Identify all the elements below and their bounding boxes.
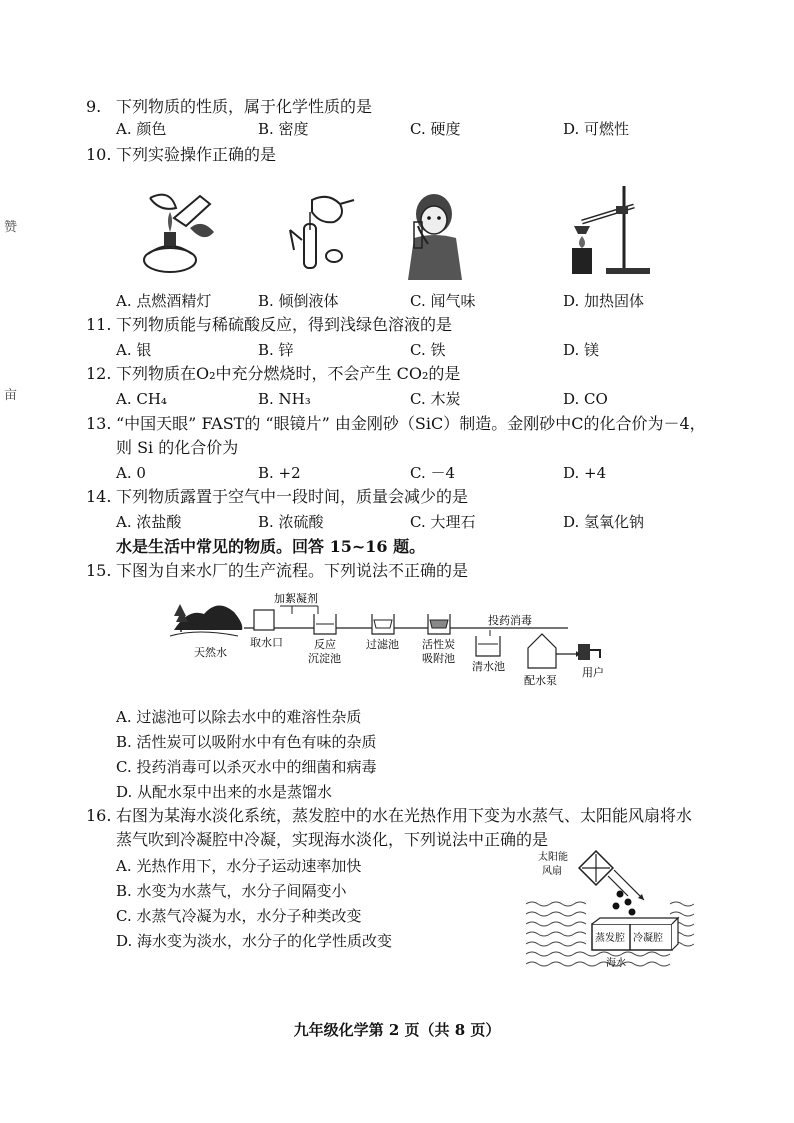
- q15-option-c[interactable]: C. 投药消毒可以杀灭水中的细菌和病毒: [116, 758, 377, 776]
- option-d[interactable]: D. 加热固体: [563, 292, 645, 310]
- q13-options: [116, 462, 676, 484]
- option-c[interactable]: C. 木炭: [410, 390, 461, 408]
- add-coagulant-label: 加絮凝剂: [274, 592, 318, 605]
- option-b[interactable]: B. 倾倒液体: [258, 292, 339, 310]
- question-15: [86, 560, 468, 582]
- question-number: 12.: [86, 364, 112, 383]
- question-number: 15.: [86, 561, 112, 580]
- question-stem: 下列物质在O₂中充分燃烧时，不会产生 CO₂的是: [116, 364, 461, 383]
- option-d[interactable]: D. 镁: [563, 341, 600, 359]
- option-a[interactable]: A. 银: [116, 341, 152, 359]
- question-10: [86, 144, 276, 166]
- q16-option-d[interactable]: D. 海水变为淡水，水分子的化学性质改变: [116, 932, 393, 950]
- question-number: 14.: [86, 487, 112, 506]
- q15-option-b[interactable]: B. 活性炭可以吸附水中有色有味的杂质: [116, 733, 377, 751]
- node-filter-tank: 过滤池: [366, 638, 399, 651]
- node-reaction: 反应: [314, 638, 336, 651]
- condensation-chamber-label: 冷凝腔: [633, 933, 663, 944]
- option-d[interactable]: D. 氢氧化钠: [563, 513, 645, 531]
- question-number: 9.: [86, 97, 102, 116]
- add-disinfectant-label: 投药消毒: [488, 614, 532, 627]
- option-a[interactable]: A. 点燃酒精灯: [116, 292, 212, 310]
- question-13-continued: 则 Si 的化合价为: [116, 438, 239, 457]
- question-stem: 下列物质露置于空气中一段时间，质量会减少的是: [116, 487, 469, 506]
- option-a[interactable]: A. 颜色: [116, 120, 167, 138]
- node-natural-water: 天然水: [194, 646, 227, 659]
- question-stem: 下列物质能与稀硫酸反应，得到浅绿色溶液的是: [116, 315, 453, 334]
- q12-options: [116, 388, 676, 410]
- q15-option-d[interactable]: D. 从配水泵中出来的水是蒸馏水: [116, 783, 333, 801]
- desalination-diagram: [520, 848, 700, 974]
- question-13: [86, 413, 706, 435]
- question-stem: 右图为某海水淡化系统，蒸发腔中的水在光热作用下变为水蒸气、太阳能风扇将水: [116, 806, 693, 825]
- margin-mark-1: 赞: [4, 220, 18, 235]
- question-9: [86, 96, 372, 118]
- option-c[interactable]: C. 大理石: [410, 513, 476, 531]
- q15-option-a[interactable]: A. 过滤池可以除去水中的难溶性杂质: [116, 708, 362, 726]
- heating-solid-figure: [562, 182, 652, 280]
- option-b[interactable]: B. 密度: [258, 120, 309, 138]
- q16-option-c[interactable]: C. 水蒸气冷凝为水，水分子种类改变: [116, 907, 362, 925]
- q16-option-b[interactable]: B. 水变为水蒸气，水分子间隔变小: [116, 882, 347, 900]
- node-adsorption-tank: 吸附池: [422, 652, 455, 665]
- question-number: 10.: [86, 145, 112, 164]
- option-c[interactable]: C. 铁: [410, 341, 446, 359]
- question-14: [86, 486, 468, 508]
- option-c[interactable]: C. 闻气味: [410, 292, 476, 310]
- option-a[interactable]: A. 浓盐酸: [116, 513, 182, 531]
- option-a[interactable]: A. CH₄: [116, 390, 167, 408]
- question-number: 11.: [86, 315, 112, 334]
- option-d[interactable]: D. +4: [563, 464, 607, 482]
- question-11: [86, 314, 452, 336]
- q14-options: [116, 511, 676, 533]
- pouring-liquid-figure: [282, 190, 362, 278]
- fan-label-2: 风扇: [542, 866, 562, 877]
- option-a[interactable]: A. 0: [116, 464, 146, 482]
- margin-mark-2: 亩: [4, 388, 18, 403]
- question-16: [86, 805, 692, 827]
- section-intro: 水是生活中常见的物质。回答 15~16 题。: [116, 537, 426, 556]
- question-number: 13.: [86, 414, 112, 433]
- option-b[interactable]: B. 锌: [258, 341, 294, 359]
- page-footer: 九年级化学第 2 页（共 8 页）: [293, 1021, 501, 1039]
- node-intake: 取水口: [250, 636, 283, 649]
- node-sedimentation-tank: 沉淀池: [308, 652, 341, 665]
- question-stem: 下列物质的性质，属于化学性质的是: [116, 97, 373, 116]
- question-12: [86, 363, 460, 385]
- water-treatment-flow-diagram: [168, 584, 608, 696]
- smelling-gas-figure: [404, 192, 470, 280]
- solar-fan-icon: [579, 851, 613, 885]
- fan-label-1: 太阳能: [538, 852, 568, 863]
- option-c[interactable]: C. 硬度: [410, 120, 461, 138]
- q10-options: [116, 290, 676, 312]
- question-16-continued: 蒸气吹到冷凝腔中冷凝，实现海水淡化，下列说法中正确的是: [116, 830, 549, 849]
- evaporation-chamber-label: 蒸发腔: [595, 933, 625, 944]
- option-b[interactable]: B. +2: [258, 464, 301, 482]
- option-d[interactable]: D. 可燃性: [563, 120, 630, 138]
- q9-options: [116, 118, 676, 140]
- option-c[interactable]: C. －4: [410, 464, 456, 482]
- option-b[interactable]: B. NH₃: [258, 390, 311, 408]
- lighting-alcohol-lamp-figure: [130, 188, 220, 280]
- seawater-label: 海水: [606, 958, 626, 969]
- option-b[interactable]: B. 浓硫酸: [258, 513, 324, 531]
- q11-options: [116, 339, 676, 361]
- node-water-pump: 配水泵: [524, 674, 557, 687]
- question-stem: 下列实验操作正确的是: [116, 145, 277, 164]
- q16-option-a[interactable]: A. 光热作用下，水分子运动速率加快: [116, 857, 362, 875]
- question-stem: 下图为自来水厂的生产流程。下列说法不正确的是: [116, 561, 469, 580]
- node-users: 用户: [582, 666, 604, 679]
- question-number: 16.: [86, 806, 112, 825]
- question-stem: “中国天眼” FAST的 “眼镜片” 由金刚砂（SiC）制造。金刚砂中C的化合价为－4，: [116, 414, 706, 433]
- option-d[interactable]: D. CO: [563, 390, 608, 408]
- node-clean-water-tank: 清水池: [472, 660, 505, 673]
- node-activated-carbon: 活性炭: [422, 638, 455, 651]
